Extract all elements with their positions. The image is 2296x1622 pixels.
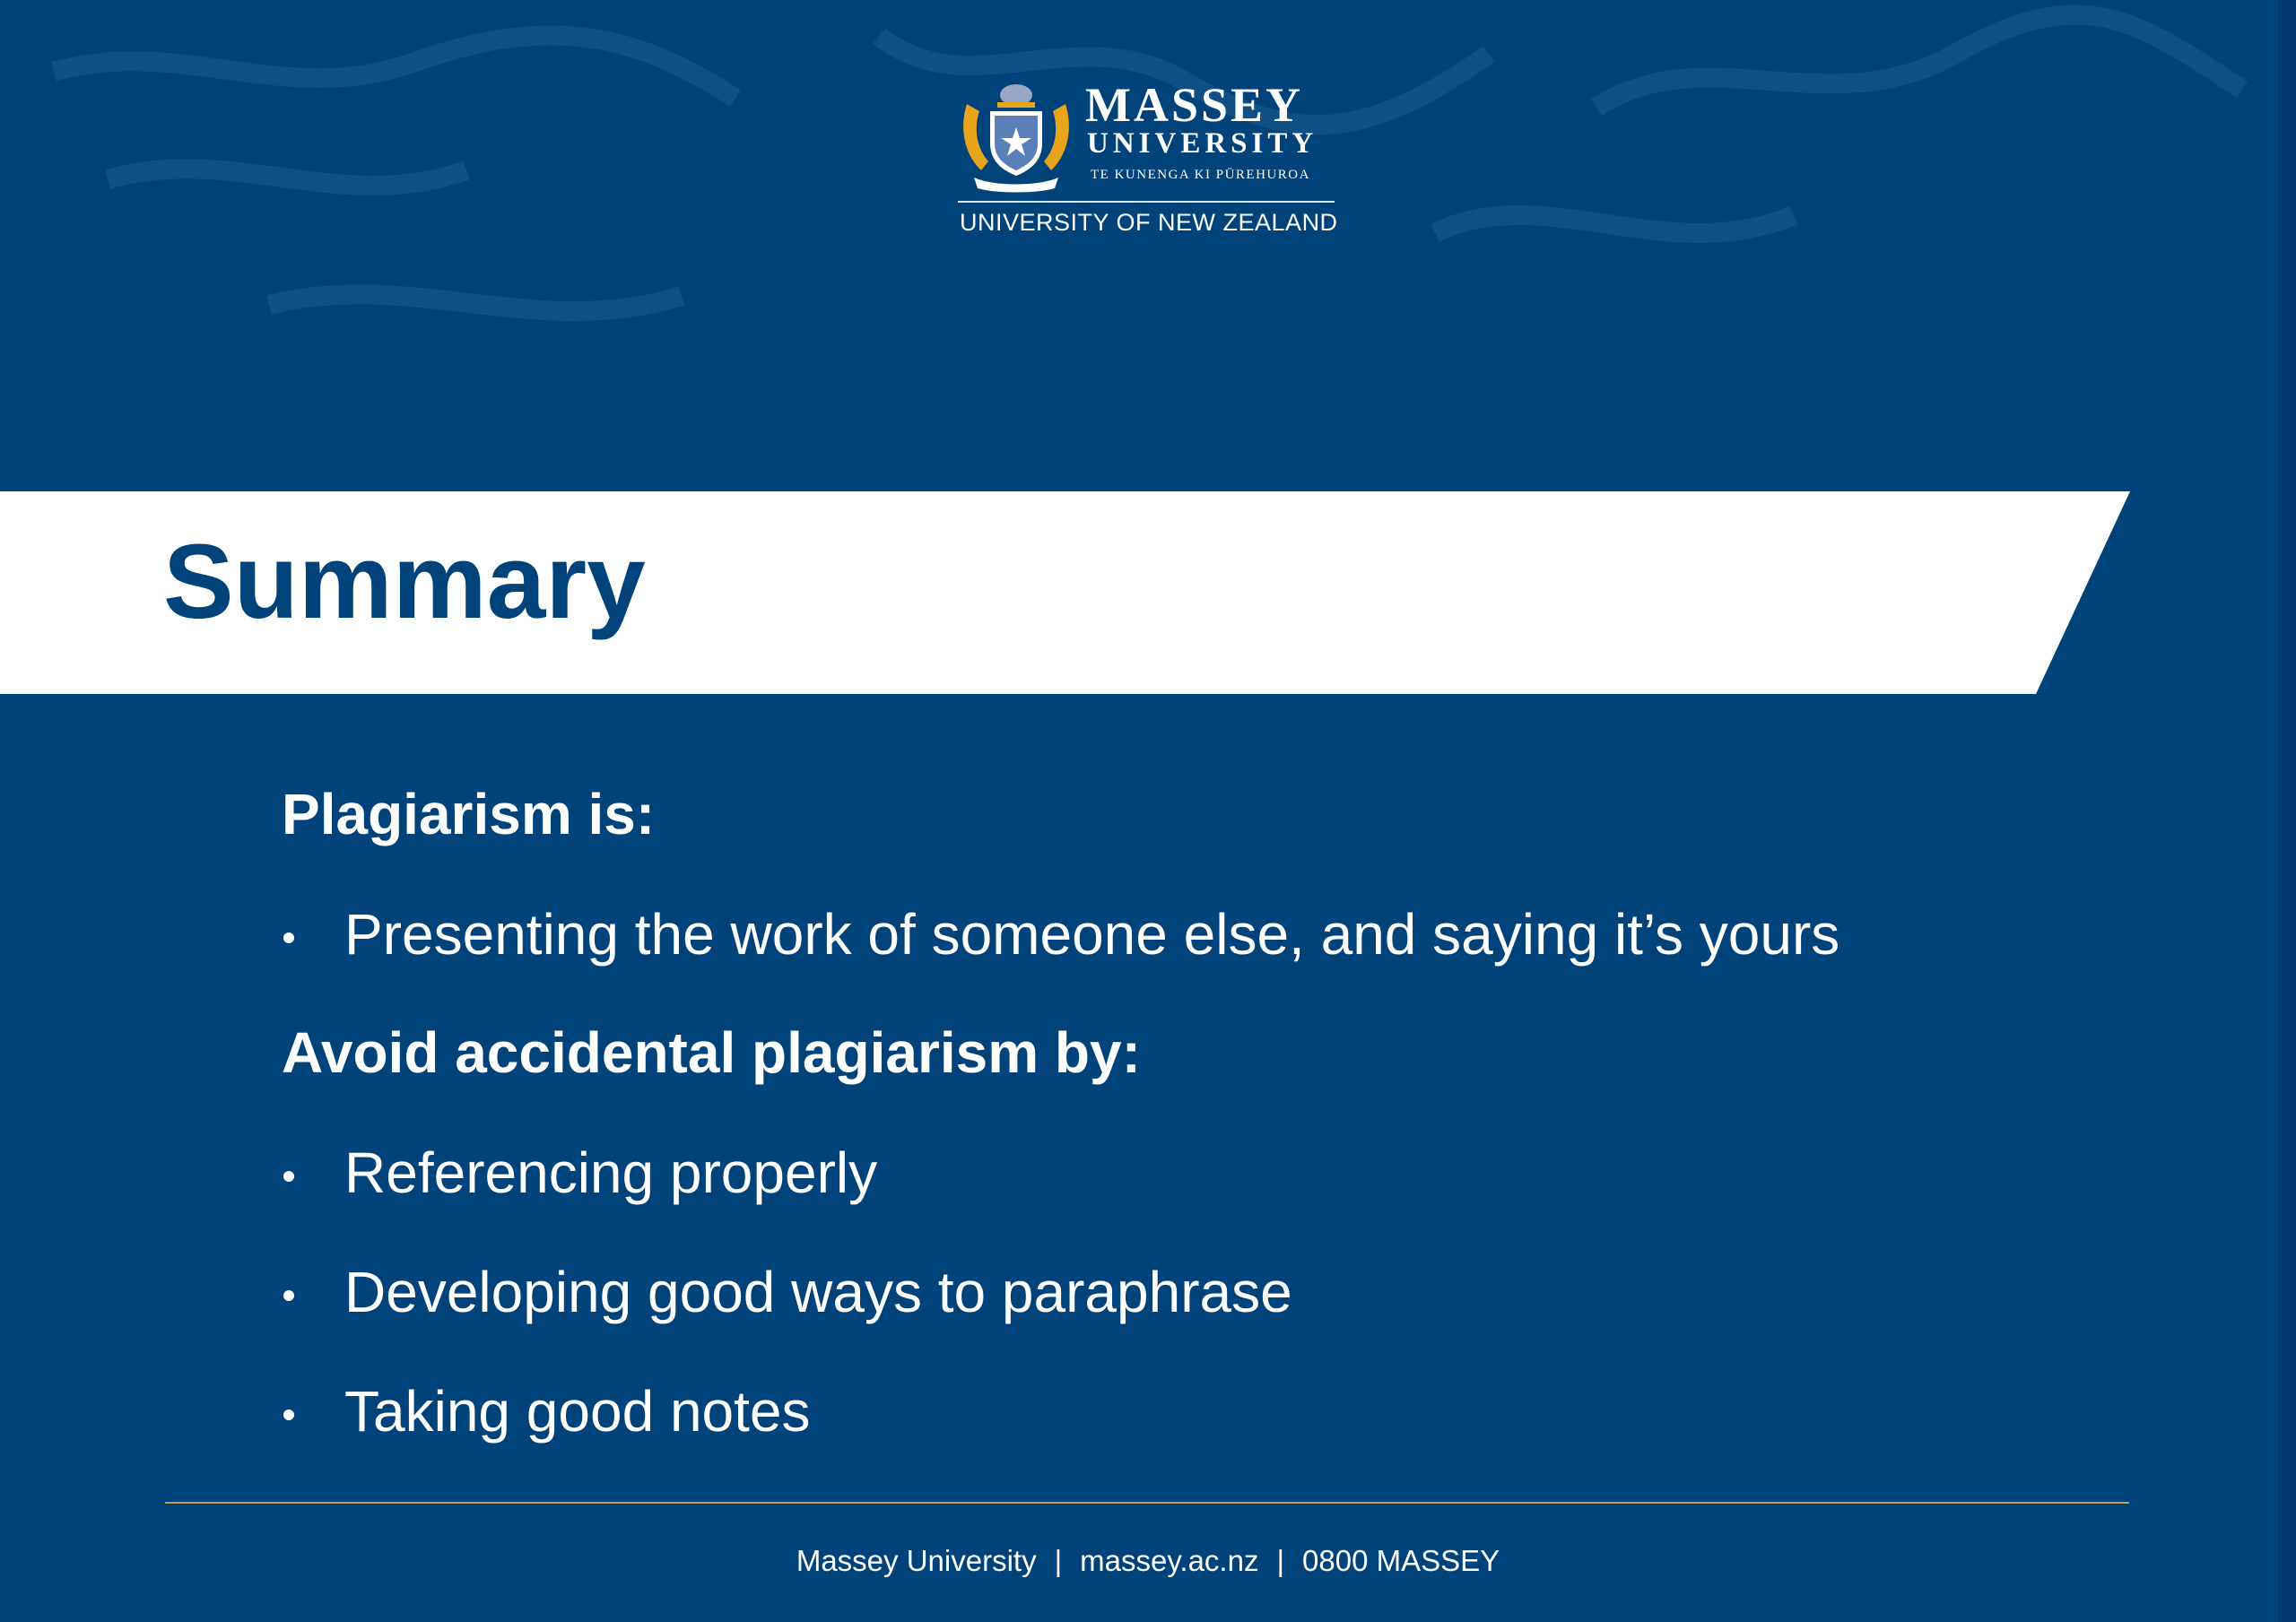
logo-wordmark-massey: MASSEY (1085, 78, 1304, 132)
logo-wordmark-university: UNIVERSITY (1087, 127, 1318, 160)
bullet-text: Referencing properly (344, 1141, 878, 1205)
slide-title: Summary (163, 523, 646, 641)
footer-divider (165, 1502, 2129, 1504)
logo-subtitle: UNIVERSITY OF NEW ZEALAND (960, 209, 1338, 236)
bullet-icon (283, 932, 294, 943)
bullet-icon (283, 1171, 294, 1182)
footer-separator: | (1276, 1544, 1285, 1577)
massey-crest-icon (958, 77, 1074, 194)
section-heading-plagiarism: Plagiarism is: (282, 782, 656, 846)
logo-tagline: TE KUNENGA KI PŪREHUROA (1091, 168, 1310, 182)
logo-divider (958, 201, 1335, 203)
section-heading-avoid: Avoid accidental plagiarism by: (282, 1020, 1141, 1085)
bullet-text: Presenting the work of someone else, and saying it’s yours (344, 902, 1840, 967)
footer-org: Massey University (796, 1544, 1037, 1577)
footer-phone: 0800 MASSEY (1302, 1544, 1500, 1577)
massey-logo (958, 77, 1338, 244)
footer-separator: | (1054, 1544, 1063, 1577)
bullet-icon (283, 1290, 294, 1301)
footer (0, 1546, 2296, 1575)
right-edge-strip (2278, 0, 2296, 1622)
bullet-text: Developing good ways to paraphrase (344, 1260, 1292, 1324)
bullet-text: Taking good notes (344, 1379, 811, 1444)
bullet-icon (283, 1409, 294, 1420)
footer-website: massey.ac.nz (1080, 1544, 1259, 1577)
